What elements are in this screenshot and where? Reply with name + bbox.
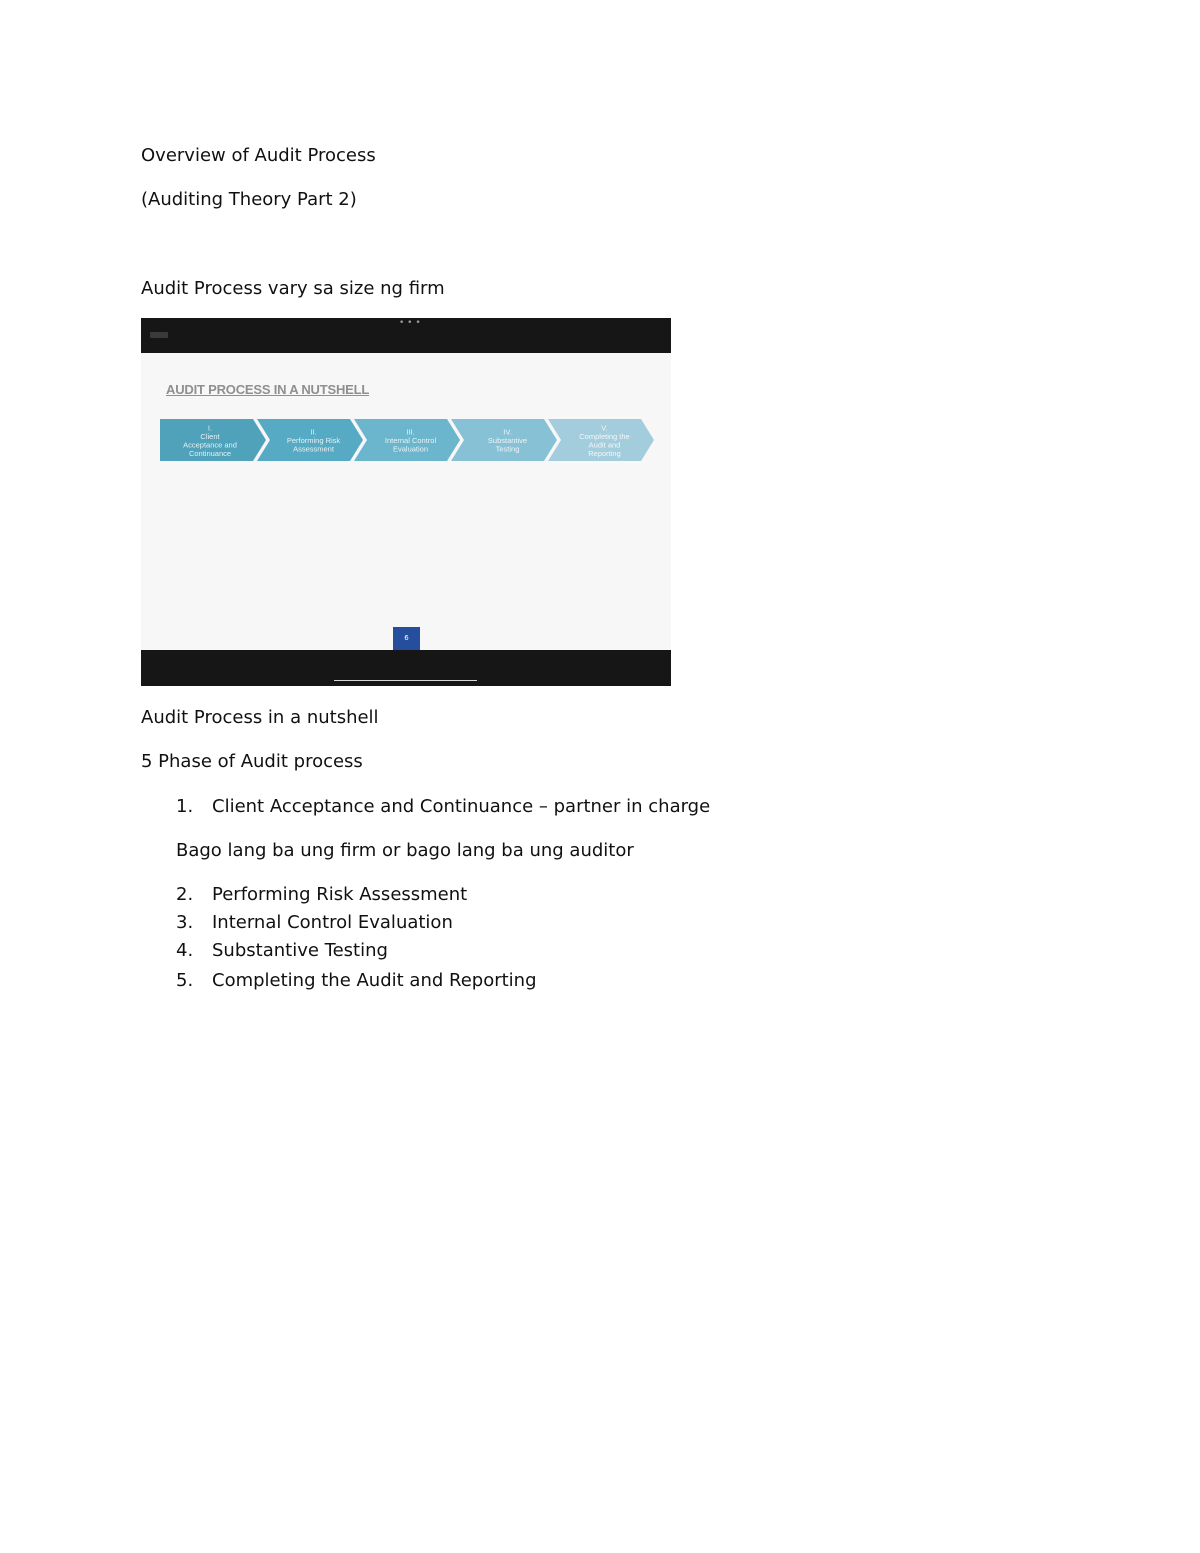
list-text: Performing Risk Assessment <box>212 884 468 905</box>
list-text: Client Acceptance and Continuance – partner in charge <box>212 796 711 817</box>
chevron-label: Performing Risk <box>286 436 341 445</box>
list-item <box>176 884 467 906</box>
more-dots-icon: • • • <box>399 318 421 328</box>
list-item <box>176 970 537 992</box>
chevron-label: Audit and <box>588 440 621 450</box>
list-number: 2. <box>176 884 194 905</box>
chevron-label: Client <box>200 431 220 441</box>
screenshot-bottom-bar <box>141 650 671 686</box>
list-number: 5. <box>176 970 194 991</box>
chevron-label: II. <box>310 427 317 437</box>
list-number: 4. <box>176 940 194 961</box>
chevron-label: IV. <box>503 427 512 437</box>
chevron-label: III. <box>406 427 415 437</box>
audit-process-chevron-diagram <box>141 318 671 618</box>
caption-paragraph: Audit Process in a nutshell <box>141 707 379 728</box>
intro-paragraph: Audit Process vary sa size ng firm <box>141 278 445 299</box>
list-text: Internal Control Evaluation <box>212 912 453 933</box>
embedded-slide-screenshot <box>141 318 671 686</box>
chevron-label: V. <box>601 423 608 433</box>
document-subtitle: (Auditing Theory Part 2) <box>141 189 357 210</box>
chevron-label: Testing <box>495 444 520 454</box>
chevron-label: Internal Control <box>384 436 437 445</box>
chevron-label: Completing the <box>579 431 630 441</box>
list-item <box>176 912 453 934</box>
list-item <box>176 940 388 962</box>
page-number-badge: 6 <box>393 627 420 650</box>
document-title: Overview of Audit Process <box>141 145 376 166</box>
list-number: 3. <box>176 912 194 933</box>
list-text: Completing the Audit and Reporting <box>212 970 537 991</box>
chevron-label: Substantive <box>487 436 528 445</box>
chevron-label: Reporting <box>588 448 621 458</box>
chevron-label: Evaluation <box>392 444 429 454</box>
note-paragraph: Bago lang ba ung firm or bago lang ba ung auditor <box>176 840 634 861</box>
scroll-indicator <box>334 680 477 681</box>
chevron-label: Continuance <box>188 448 232 458</box>
list-item <box>176 796 710 818</box>
list-number: 1. <box>176 796 194 817</box>
chevron-label: Assessment <box>293 444 334 454</box>
phases-heading: 5 Phase of Audit process <box>141 751 363 772</box>
list-text: Substantive Testing <box>212 940 388 961</box>
chevron-label: Acceptance and <box>183 440 237 450</box>
slide-title: AUDIT PROCESS IN A NUTSHELL <box>166 382 370 397</box>
chevron-label: I. <box>207 423 213 433</box>
